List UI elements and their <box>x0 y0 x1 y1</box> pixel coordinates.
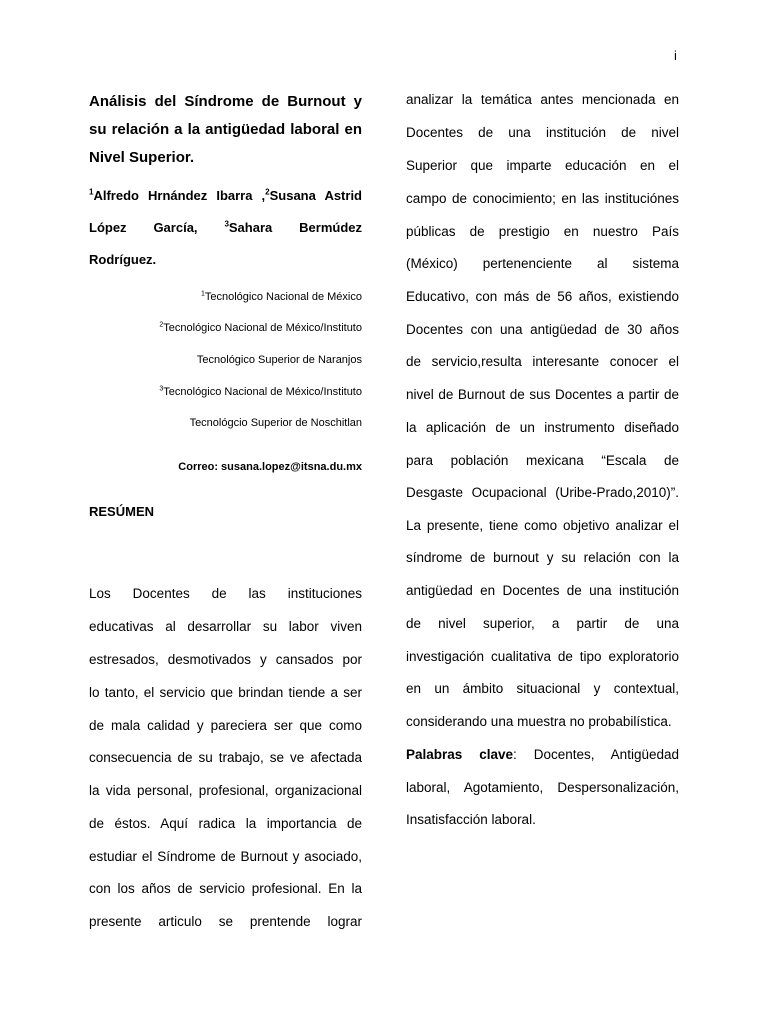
keywords-line: Insatisfacción laboral. <box>406 812 536 827</box>
abstract-line: nivel de Burnout de sus Docentes a partir de <box>406 387 679 402</box>
abstract-line: consecuencia de su trabajo, se ve afectada <box>89 750 362 765</box>
abstract-line: Docentes de una institución de nivel <box>406 125 679 140</box>
keywords-label: Palabras clave <box>406 747 514 762</box>
affiliation-text: Tecnológcio Superior de Noschitlan <box>189 417 362 429</box>
paper-title: Análisis del Síndrome de Burnout y su relación a la antigüedad laboral en Nivel Superior. <box>89 93 362 166</box>
affiliation-text: Tecnológico Nacional de México <box>204 291 362 303</box>
abstract-line: para población mexicana “Escala de <box>406 453 679 468</box>
author-list <box>89 180 362 276</box>
abstract-line: considerando una muestra no probabilística. <box>406 714 672 729</box>
abstract-line: de éstos. Aquí radica la importancia de <box>89 816 362 831</box>
abstract-line: de mala calidad y pareciera ser que como <box>89 718 362 733</box>
abstract-line: con los años de servicio profesional. En la <box>89 881 362 896</box>
abstract-line: La presente, tiene como objetivo analizar el <box>406 518 679 533</box>
affiliation-superscript: 1 <box>200 290 205 298</box>
author-3-name: Sahara Bermúdez Rodríguez. <box>89 220 362 267</box>
abstract-line: de nivel superior, a partir de una <box>406 616 679 631</box>
abstract-line: presente articulo se prentende lograr <box>89 914 362 929</box>
keywords-line <box>406 746 679 764</box>
affiliation-line <box>89 353 362 367</box>
keywords-text: : Docentes, Antigüedad <box>513 747 679 762</box>
abstract-line: de servicio,resulta interesante conocer el <box>406 354 679 369</box>
author-2-superscript: 2 <box>265 187 270 197</box>
abstract-line: antigüedad en Docentes de una institución <box>406 583 679 598</box>
abstract-line: analizar la temática antes mencionada en <box>406 92 679 107</box>
author-2-name: Susana Astrid López García, <box>89 188 363 235</box>
author-3-superscript: 3 <box>224 219 229 229</box>
affiliation-superscript: 3 <box>159 385 164 393</box>
affiliation-line <box>89 416 362 430</box>
abstract-line: Docentes con una antigüedad de 30 años <box>406 322 679 337</box>
abstract-line: Los Docentes de las instituciones <box>89 586 362 601</box>
contact-email: Correo: susana.lopez@itsna.du.mx <box>178 461 362 473</box>
affiliation-text: Tecnológico Nacional de México/Instituto <box>163 386 362 398</box>
author-1-superscript: 1 <box>89 187 94 197</box>
abstract-line: la vida personal, profesional, organizacional <box>89 783 362 798</box>
abstract-line: estresados, desmotivados y cansados por <box>89 652 362 667</box>
abstract-line: públicas de prestigio en nuestro País <box>406 224 679 239</box>
abstract-line: Desgaste Ocupacional (Uribe-Prado,2010)”. <box>406 485 679 500</box>
affiliation-superscript: 2 <box>159 321 164 329</box>
abstract-line: en un ámbito situacional y contextual, <box>406 681 679 696</box>
page-number: i <box>674 48 677 63</box>
abstract-line: educativas al desarrollar su labor viven <box>89 619 362 634</box>
affiliation-line <box>89 385 362 399</box>
abstract-line: estudiar el Síndrome de Burnout y asociado, <box>89 849 362 864</box>
affiliation-line <box>89 321 362 335</box>
affiliation-text: Tecnológico Superior de Naranjos <box>196 354 362 366</box>
abstract-line: investigación cualitativa de tipo exploratorio <box>406 649 679 664</box>
abstract-line: Superior que imparte educación en el <box>406 158 679 173</box>
abstract-line: (México) pertenenciente al sistema <box>406 256 679 271</box>
affiliation-text: Tecnológico Nacional de México/Instituto <box>163 322 362 334</box>
author-1-name: Alfredo Hrnández Ibarra , <box>93 188 266 203</box>
abstract-line: Educativo, con más de 56 años, existiendo <box>406 289 679 304</box>
abstract-heading: RESÚMEN <box>89 504 155 519</box>
abstract-line: síndrome de burnout y su relación con la <box>406 550 679 565</box>
abstract-line: la aplicación de un instrumento diseñado <box>406 420 679 435</box>
abstract-line: campo de conocimiento; en las instituciónes <box>406 191 679 206</box>
abstract-line: lo tanto, el servicio que brindan tiende a ser <box>89 685 362 700</box>
keywords-line: laboral, Agotamiento, Despersonalización, <box>406 780 679 795</box>
affiliation-line <box>89 290 362 304</box>
